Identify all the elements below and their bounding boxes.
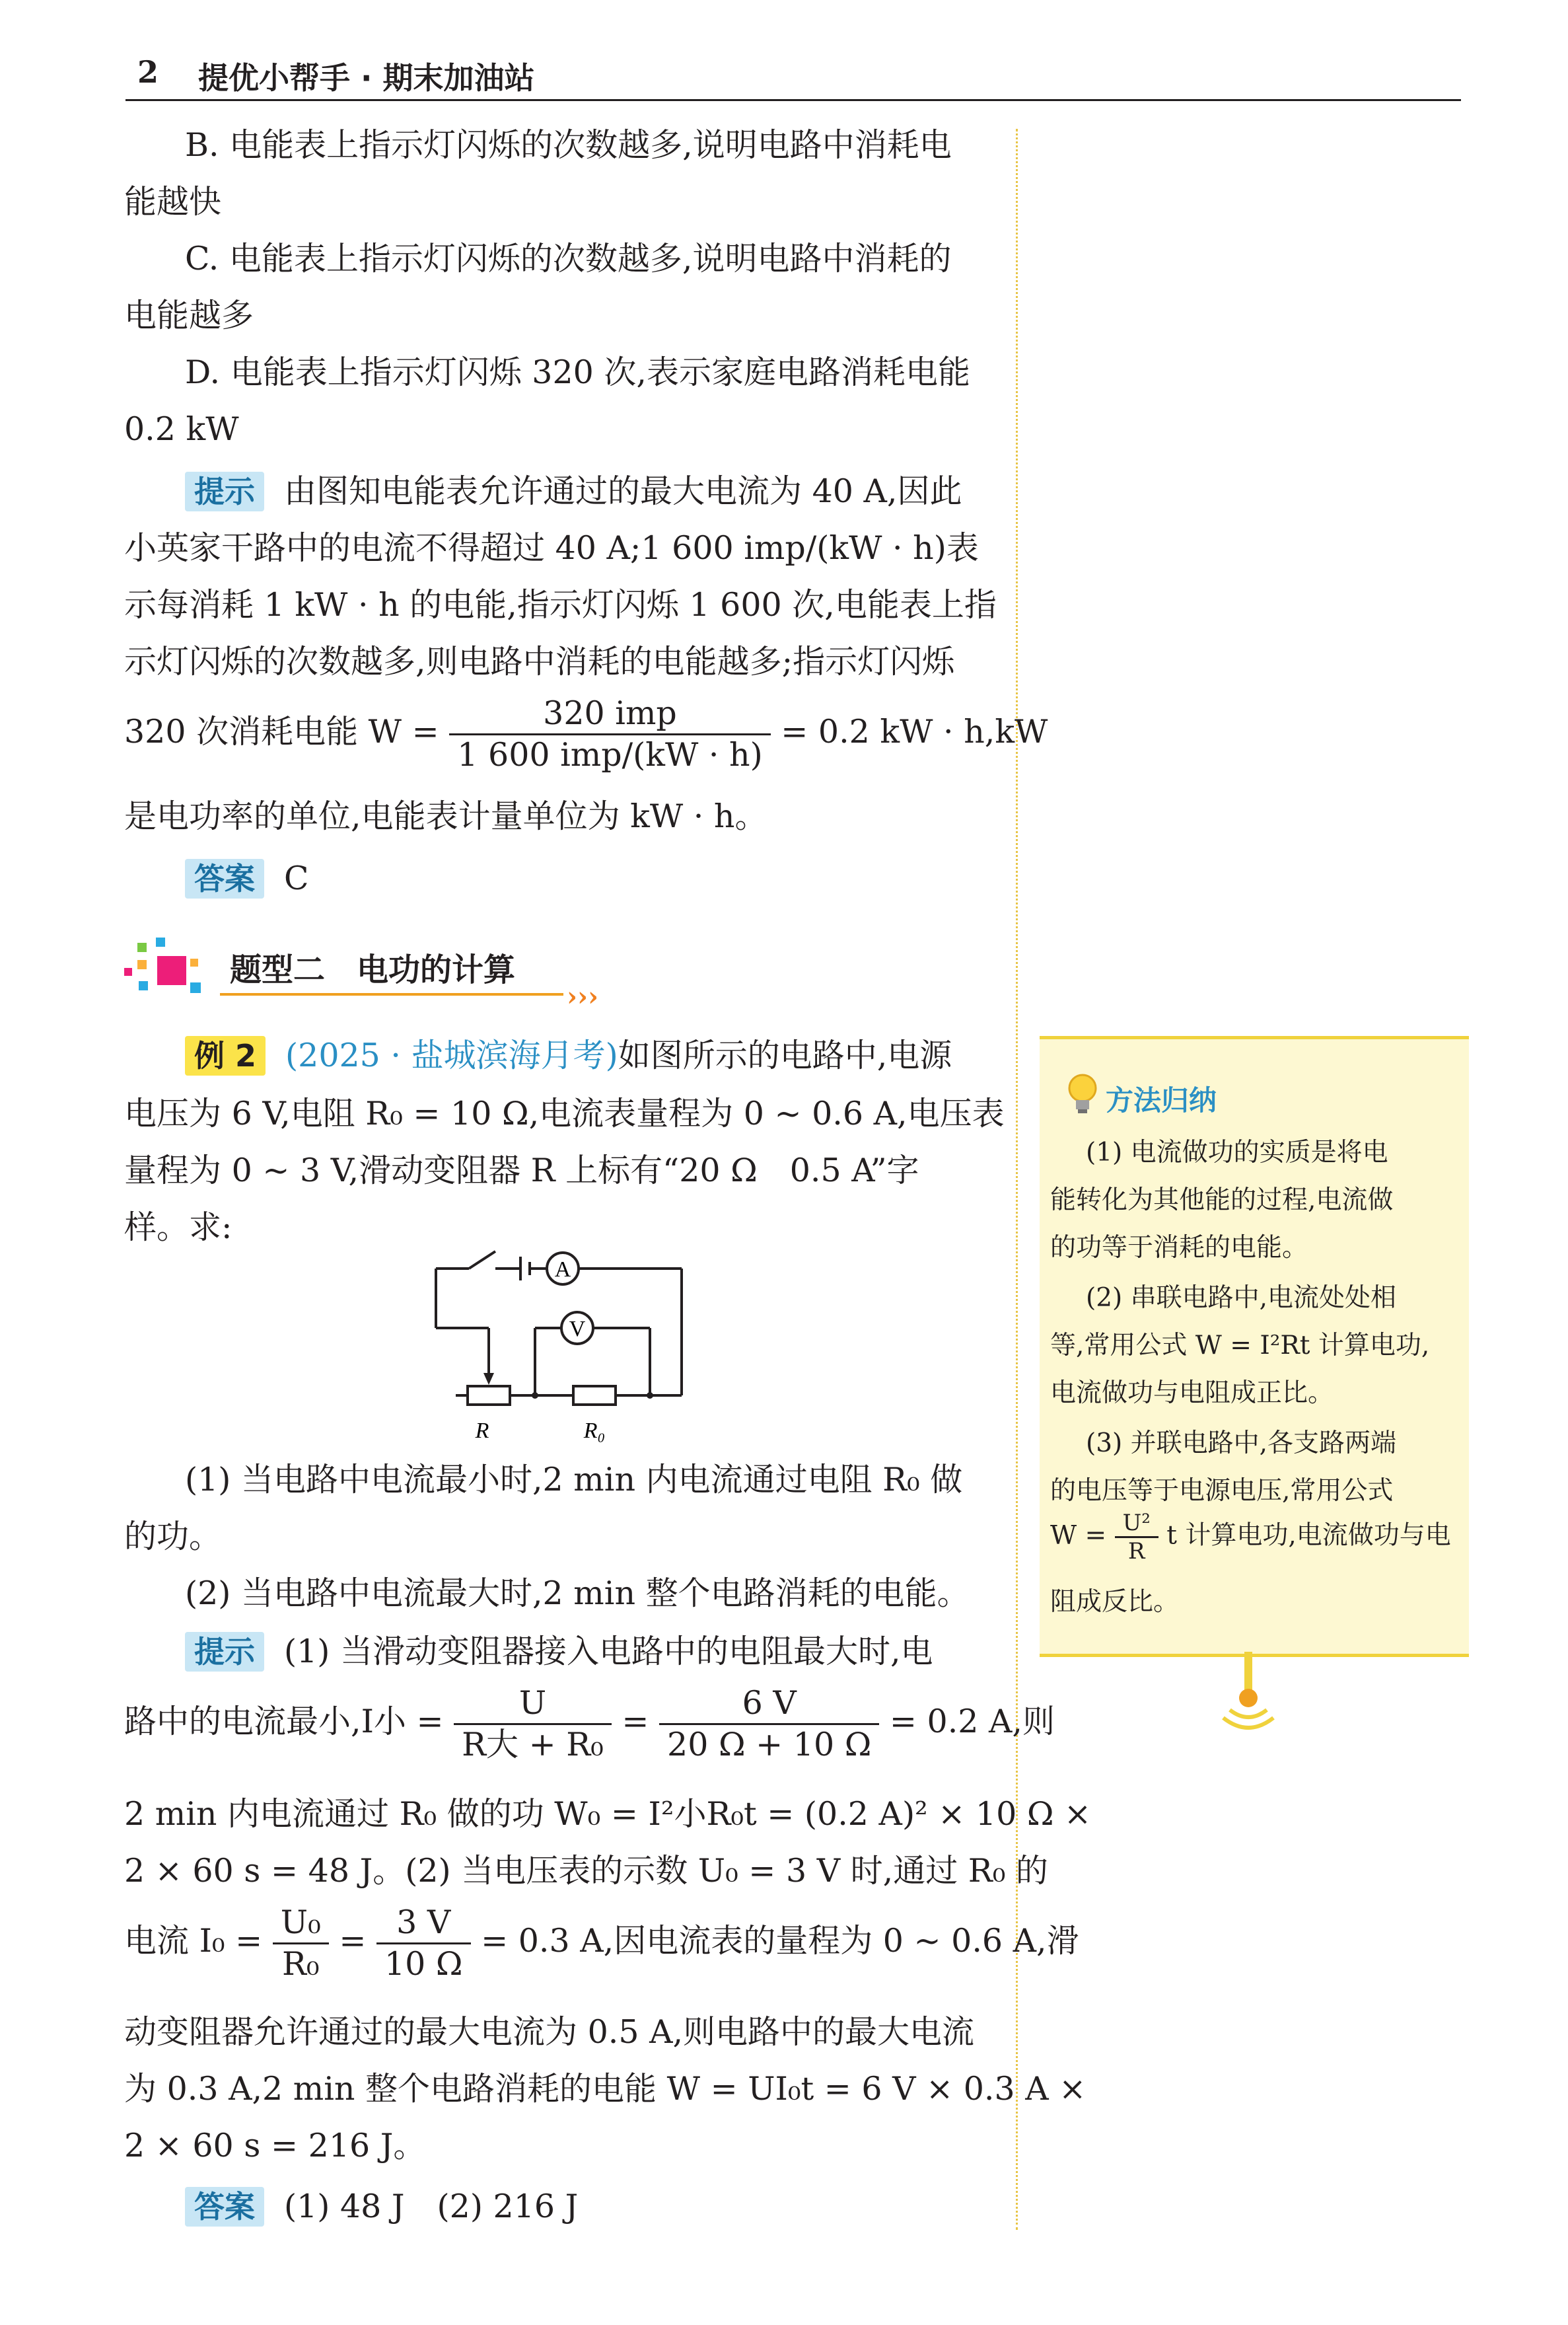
fraction: $\frac{\text{320 imp}}{\text{1 600 imp/(kW · h)}}$ [449, 694, 770, 775]
fraction: $\frac{6 V}{20 \Omega + 10 \Omega}$ [659, 1683, 879, 1765]
method-p1-line1: (1) 电流做功的实质是将电 [1086, 1138, 1388, 1167]
hint-tag: 提示 [185, 1632, 264, 1672]
option-d-line1: D. 电能表上指示灯闪烁 320 次,表示家庭电路消耗电能 [185, 353, 970, 391]
hint2-line5: 电流 I₀ = $\frac{\text{U₀}}{\text{R₀}}$ = $\frac{3 V}{10 \Omega}$ = 0.3 A,因电流表的量程为 0 ~ 0.6 A,滑 [124, 1903, 1079, 1983]
q2-line: (2) 当电路中电流最大时,2 min 整个电路消耗的电能。 [185, 1574, 970, 1612]
hint2-line1: 提示 (1) 当滑动变阻器接入电路中的电阻最大时,电 [185, 1632, 933, 1672]
hint1-line1: 提示 由图知电能表允许通过的最大电流为 40 A,因此 [185, 472, 962, 511]
example2-line4: 样。求: [124, 1208, 232, 1246]
method-p3-line3: W = $\frac{\text{U²}}{R}$ t 计算电功,电流做功与电 [1050, 1510, 1451, 1565]
method-p1-line3: 的功等于消耗的电能。 [1050, 1233, 1308, 1263]
example-tag: 例 2 [185, 1036, 266, 1076]
method-p3-line2: 的电压等于电源电压,常用公式 [1050, 1476, 1394, 1506]
example2-line2: 电压为 6 V,电阻 R₀ = 10 Ω,电流表量程为 0 ~ 0.6 A,电压表 [124, 1095, 1005, 1132]
answer2: 答案 (1) 48 J (2) 216 J [185, 2187, 578, 2227]
hint2-line4: 2 × 60 s = 48 J。(2) 当电压表的示数 U₀ = 3 V 时,通过 R₀ 的 [124, 1852, 1048, 1890]
method-title: 方法归纳 [1106, 1084, 1217, 1117]
hint1-line3: 示每消耗 1 kW · h 的电能,指示灯闪烁 1 600 次,电能表上指 [124, 586, 997, 624]
voltmeter-label: V [569, 1317, 586, 1341]
method-p2-line3: 电流做功与电阻成正比。 [1050, 1378, 1334, 1408]
fraction: $\frac{\text{U₀}}{\text{R₀}}$ [273, 1903, 329, 1984]
hint2-line6: 动变阻器允许通过的最大电流为 0.5 A,则电路中的最大电流 [124, 2013, 975, 2051]
fraction: $\frac{3 V}{10 \Omega}$ [376, 1903, 471, 1984]
hint1-line2: 小英家干路中的电流不得超过 40 A;1 600 imp/(kW · h)表 [124, 529, 979, 567]
circuit-diagram [429, 1242, 707, 1447]
option-c-line1: C. 电能表上指示灯闪烁的次数越多,说明电路中消耗的 [185, 240, 952, 277]
page-number: 2 [137, 54, 159, 90]
ammeter-label: A [554, 1257, 571, 1282]
answer-tag: 答案 [185, 859, 264, 899]
fraction: $\frac{U}{\text{R大 + R₀}}$ [454, 1683, 612, 1765]
hint2-line3: 2 min 内电流通过 R₀ 做的功 W₀ = I²小R₀t = (0.2 A)² × 10 Ω × [124, 1795, 1092, 1833]
hint1-line6: 是电功率的单位,电能表计量单位为 kW · h。 [124, 797, 767, 835]
example2-line3: 量程为 0 ~ 3 V,滑动变阻器 R 上标有“20 Ω 0.5 A”字 [124, 1152, 919, 1189]
chevron-icon: ››› [567, 981, 598, 1012]
header-rule [125, 99, 1461, 101]
method-p2-line2: 等,常用公式 W = I²Rt 计算电功, [1050, 1331, 1430, 1360]
method-p2-line1: (2) 串联电路中,电流处处相 [1086, 1283, 1397, 1313]
section-underline [220, 993, 563, 996]
lamp-icon [1215, 1652, 1281, 1738]
section-title: 题型二 电功的计算 [230, 951, 516, 988]
option-b-line1: B. 电能表上指示灯闪烁的次数越多,说明电路中消耗电 [185, 126, 952, 164]
hint-tag: 提示 [185, 472, 264, 511]
method-p3-line1: (3) 并联电路中,各支路两端 [1086, 1428, 1397, 1458]
lightbulb-icon [1066, 1072, 1099, 1116]
example-source: (2025 · 盐城滨海月考) [285, 1037, 618, 1074]
hint2-line8: 2 × 60 s = 216 J。 [124, 2127, 426, 2164]
option-d-line2: 0.2 kW [124, 410, 239, 448]
fraction: $\frac{\text{U²}}{R}$ [1115, 1510, 1158, 1565]
example2-line1: 例 2 (2025 · 盐城滨海月考)如图所示的电路中,电源 [185, 1036, 952, 1076]
answer1: 答案 C [185, 859, 309, 899]
hint2-line2: 路中的电流最小,I小 = $\frac{U}{\text{R大 + R₀}}$ = $\frac{6 V}{20 \Omega + 10 \Omega}$ = 0.2 A,则 [124, 1684, 1055, 1763]
answer-tag: 答案 [185, 2187, 264, 2227]
header-title: 提优小帮手 · 期末加油站 [198, 60, 535, 96]
method-summary-box [1040, 1036, 1469, 1657]
method-p1-line2: 能转化为其他能的过程,电流做 [1050, 1185, 1394, 1215]
section-header [124, 928, 598, 1012]
method-p3-line4: 阻成反比。 [1050, 1587, 1180, 1617]
hint1-line5: 320 次消耗电能 W = $\frac{\text{320 imp}}{\text{1 600 imp/(kW · h)}}$ = 0.2 kW · h,kW [124, 694, 1048, 774]
hint2-line7: 为 0.3 A,2 min 整个电路消耗的电能 W = UI₀t = 6 V × 0.3 A × [124, 2070, 1087, 2108]
resistor-r0-label: R₀ [583, 1419, 606, 1443]
option-c-line2: 电能越多 [124, 297, 254, 334]
hint1-line4: 示灯闪烁的次数越多,则电路中消耗的电能越多;指示灯闪烁 [124, 643, 955, 681]
q1-line2: 的功。 [124, 1518, 222, 1555]
q1-line1: (1) 当电路中电流最小时,2 min 内电流通过电阻 R₀ 做 [185, 1461, 963, 1498]
resistor-r-label: R [475, 1419, 489, 1443]
option-b-line2: 能越快 [124, 183, 222, 221]
